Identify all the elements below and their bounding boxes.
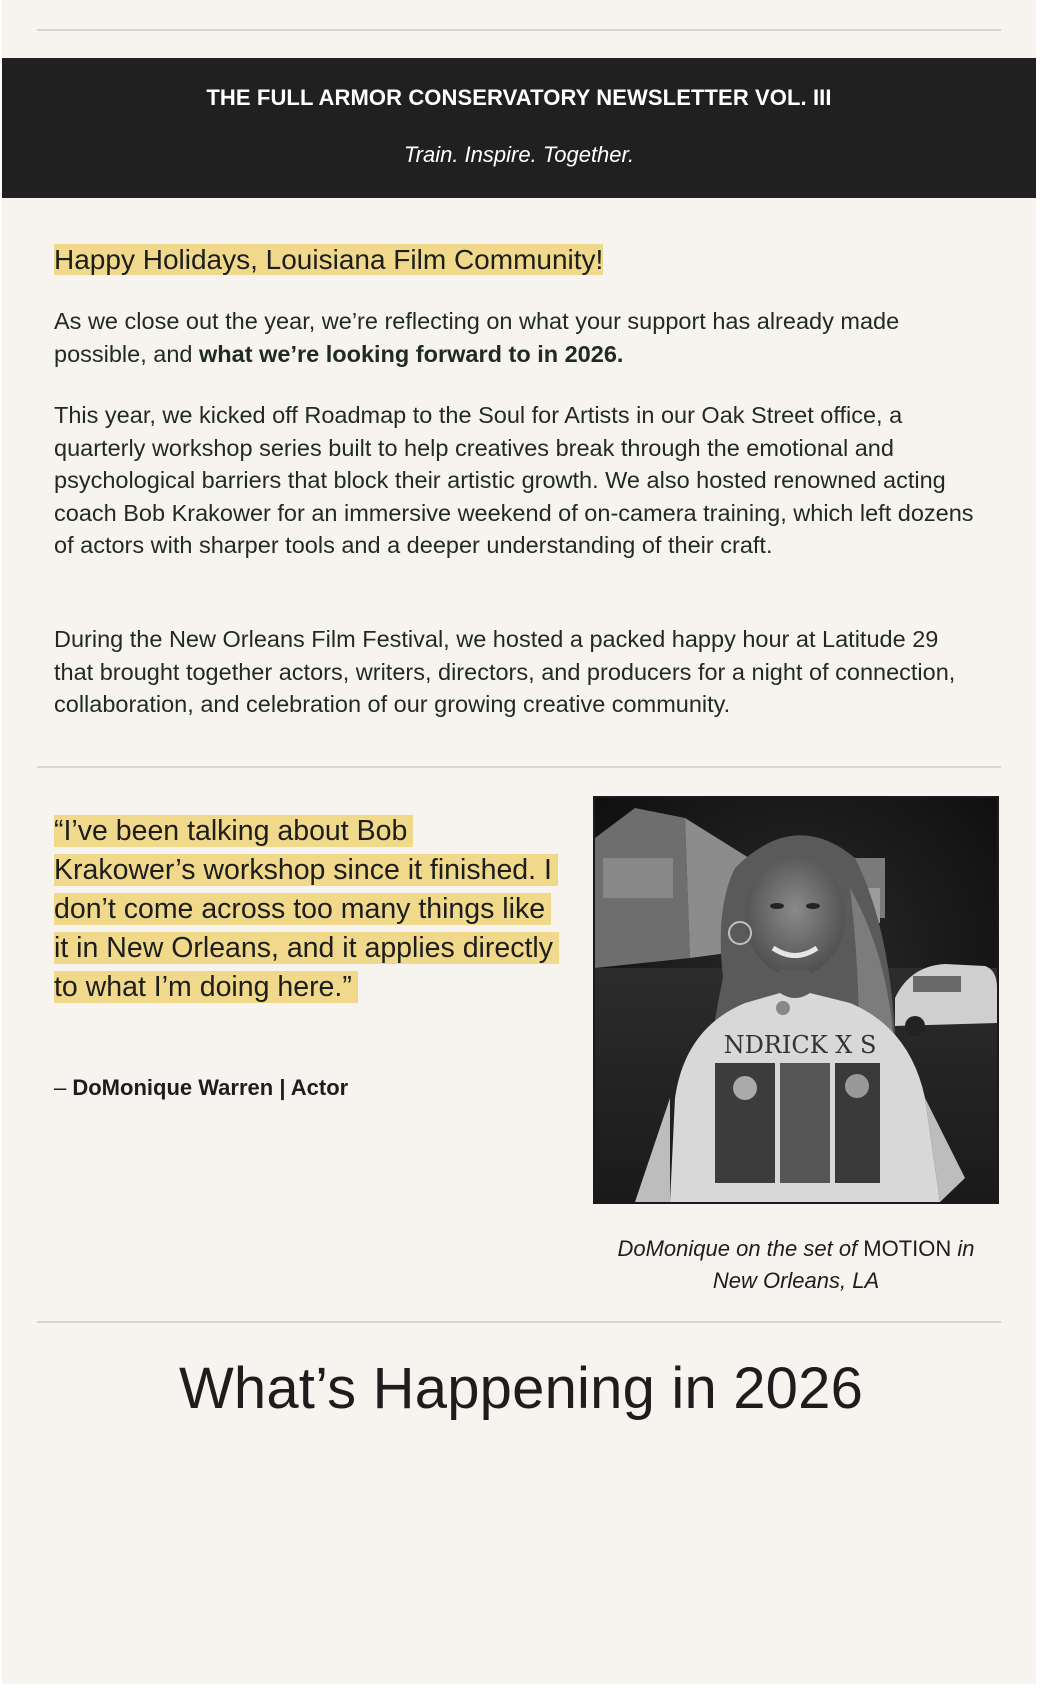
newsletter-title: THE FULL ARMOR CONSERVATORY NEWSLETTER VOL. III	[206, 85, 832, 110]
section-divider-1	[37, 766, 1001, 768]
caption-title: MOTION	[863, 1236, 952, 1261]
greeting-text: Happy Holidays, Louisiana Film Community!	[54, 244, 604, 275]
newsletter-tagline: Train. Inspire. Together.	[403, 142, 635, 167]
testimonial-attribution	[54, 1075, 348, 1101]
testimonial-quote	[54, 812, 554, 1007]
caption-part-2: in New Orleans, LA	[712, 1236, 975, 1293]
masthead	[2, 58, 1036, 198]
intro-paragraph-1-bold: what we’re looking forward to in 2026.	[199, 340, 624, 367]
intro-paragraph-1-text: As we close out the year, we’re reflecting on what your support has already made possible, and	[54, 308, 900, 367]
section-divider-2	[37, 1321, 1001, 1323]
actor-photo-illustration	[595, 798, 997, 1202]
top-divider	[37, 29, 1001, 31]
holiday-greeting	[54, 243, 603, 277]
actor-photo	[593, 796, 999, 1204]
photo-caption	[593, 1233, 999, 1297]
testimonial-quote-text: “I’ve been talking about Bob Krakower’s workshop since it finished. I don’t come across too many things like it in New Orleans, and it applies directly to what I’m doing here.”	[54, 815, 559, 1003]
intro-paragraph-2: This year, we kicked off Roadmap to the Soul for Artists in our Oak Street office, a quarterly workshop series built to help creatives break through the emotional and psychological barriers that block their artistic growth. We also hosted renowned acting coach Bob Krakower for an immersive weekend of on-camera training, which left dozens of actors with sharper tools and a deeper understanding of their craft.	[54, 402, 974, 559]
attribution-dash: –	[54, 1075, 73, 1100]
caption-part-1: DoMonique on the set of	[617, 1236, 864, 1261]
intro-paragraph-3: During the New Orleans Film Festival, we hosted a packed happy hour at Latitude 29 that brought together actors, writers, directors, and producers for a night of connection, collaboration, and celebration of our growing creative community.	[54, 626, 956, 718]
attribution-name: DoMonique Warren | Actor	[72, 1075, 349, 1100]
shirt-graphic-text: NDRICK X S	[723, 1031, 877, 1059]
intro-paragraph-1	[54, 305, 979, 370]
section-heading-2026: What’s Happening in 2026	[178, 1356, 864, 1421]
